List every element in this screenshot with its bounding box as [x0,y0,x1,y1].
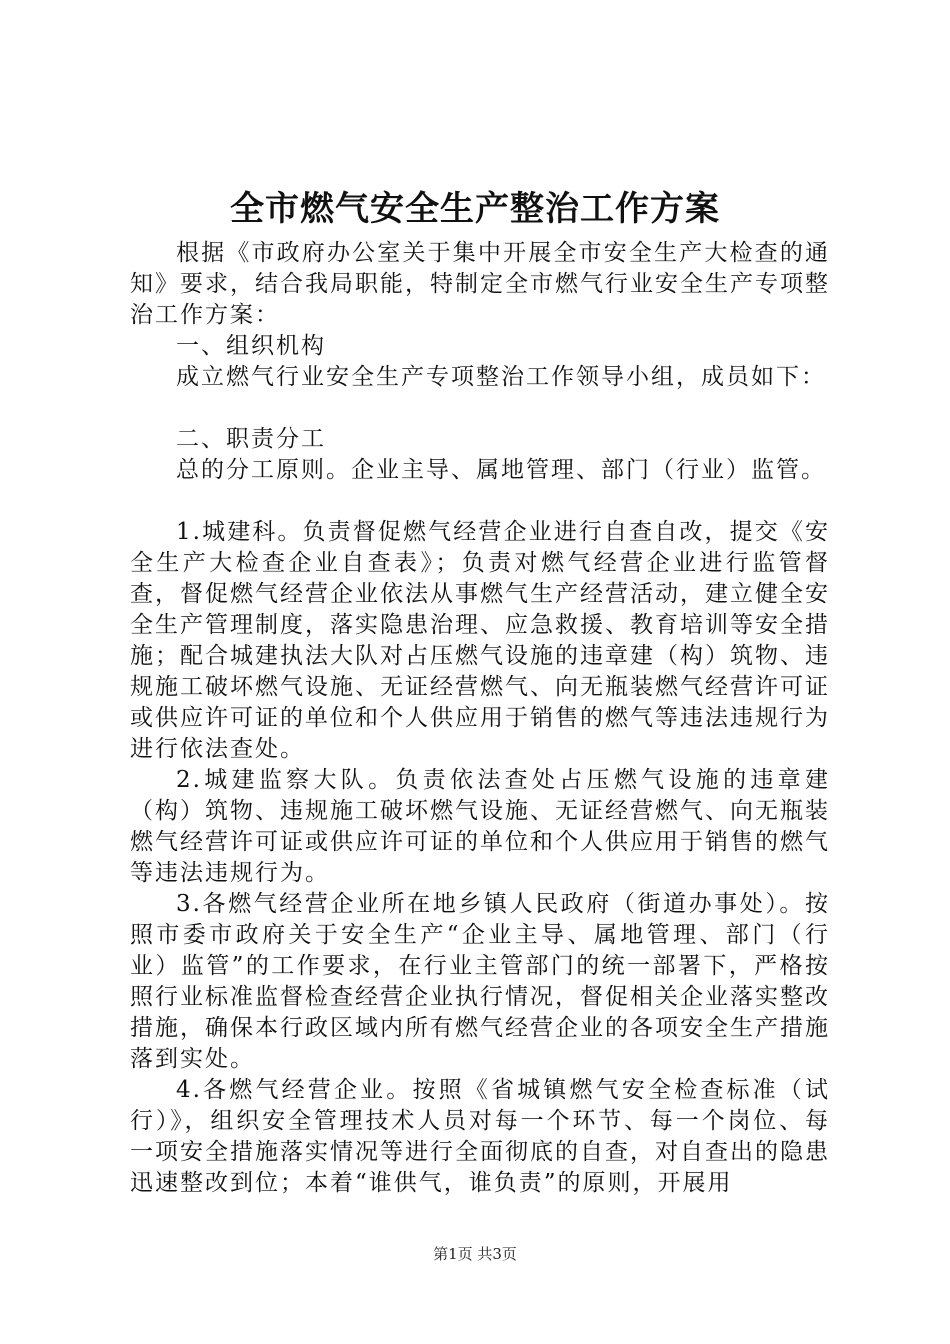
section-heading-duties: 二、职责分工 [176,426,326,452]
duty-item-4: 4.各燃气经营企业。按照《省城镇燃气安全检查标准（试行）》，组织安全管理技术人员对每一个环节、每一个岗位、每一项安全措施落实情况等进行全面彻底的自查，对自查出的隐患迅速整改到位；本着“谁供气，谁负责”的原则，开展用 [130,1077,830,1196]
organization-paragraph: 成立燃气行业安全生产专项整治工作领导小组，成员如下： [176,364,826,390]
duty-item-1: 1.城建科。负责督促燃气经营企业进行自查自改，提交《安全生产大检查企业自查表》；负责对燃气经营企业进行监管督查，督促燃气经营企业依法从事燃气生产经营活动，建立健全安全生产管理制度，落实隐患治理、应急救援、教育培训等安全措施；配合城建执法大队对占压燃气设施的违章建（构）筑物、违规施工破坏燃气设施、无证经营燃气、向无瓶装燃气经营许可证或供应许可证的单位和个人供应用于销售的燃气等违法违规行为进行依法查处。 [130,519,830,762]
section-heading-organization: 一、组织机构 [176,333,326,359]
page-footer: 第1页 共3页 [433,1245,517,1263]
blank-line [130,486,830,517]
blank-line [130,393,830,424]
duty-item-3: 3.各燃气经营企业所在地乡镇人民政府（街道办事处）。按照市委市政府关于安全生产“企业主导、属地管理、部门（行业）监管”的工作要求，在行业主管部门的统一部署下，严格按照行业标准监督检查经营企业执行情况，督促相关企业落实整改措施，确保本行政区域内所有燃气经营企业的各项安全生产措施落到实处。 [130,891,830,1072]
duty-item-2: 2.城建监察大队。负责依法查处占压燃气设施的违章建（构）筑物、违规施工破坏燃气设施、无证经营燃气、向无瓶装燃气经营许可证或供应许可证的单位和个人供应用于销售的燃气等违法违规行为。 [130,767,830,886]
intro-paragraph: 根据《市政府办公室关于集中开展全市安全生产大检查的通知》要求，结合我局职能，特制定全市燃气行业安全生产专项整治工作方案： [130,240,830,328]
duties-principle-paragraph: 总的分工原则。企业主导、属地管理、部门（行业）监管。 [176,457,826,483]
document-body [130,238,830,1199]
document-title: 全市燃气安全生产整治工作方案 [230,189,720,229]
